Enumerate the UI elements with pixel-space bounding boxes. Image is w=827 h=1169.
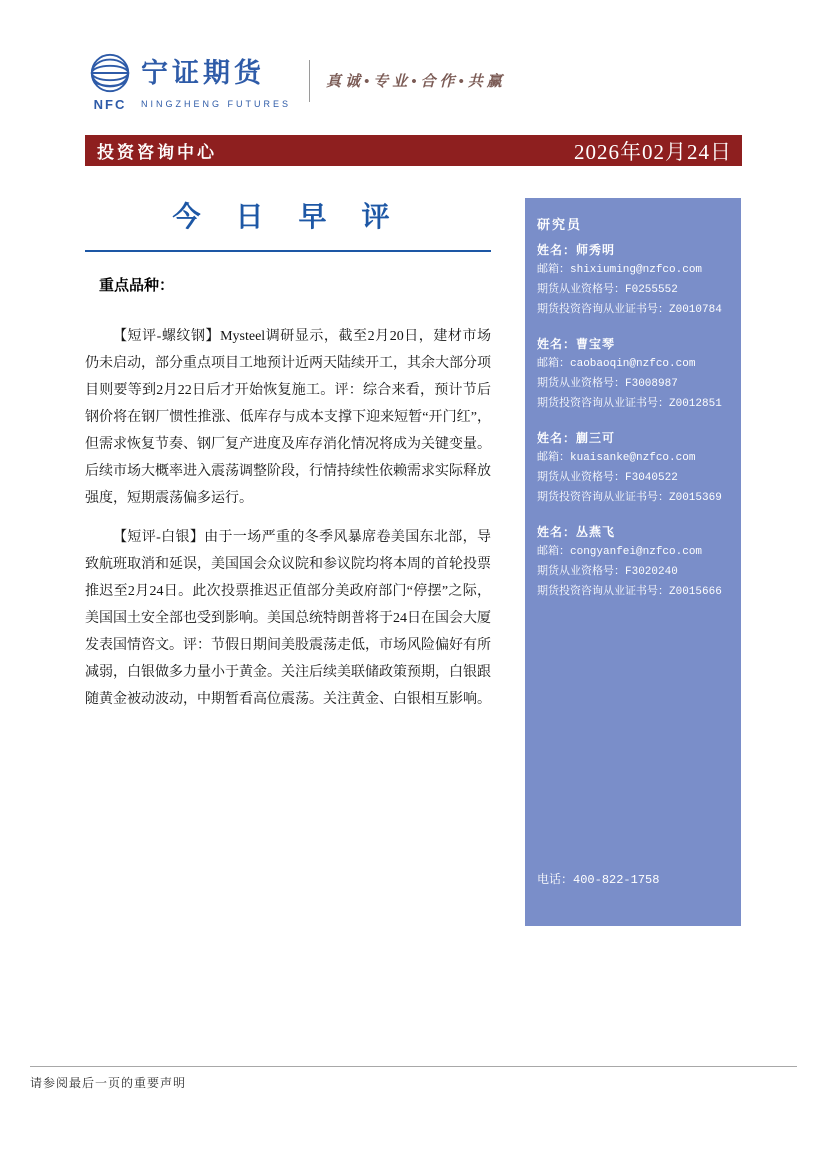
phone-number: 400-822-1758 bbox=[573, 873, 660, 887]
researcher-card bbox=[537, 241, 731, 320]
footer-divider bbox=[30, 1066, 797, 1067]
researcher-email-line bbox=[537, 354, 731, 374]
sidebar-heading: 研究员 bbox=[537, 217, 583, 232]
researcher-card bbox=[537, 429, 731, 508]
brand-slogan: 真诚•专业•合作•共赢 bbox=[326, 74, 506, 90]
name-label: 姓名： bbox=[537, 431, 577, 445]
researcher-cert: Z0010784 bbox=[669, 304, 722, 316]
license-label: 期货从业资格号： bbox=[537, 565, 625, 577]
name-label: 姓名： bbox=[537, 243, 577, 257]
researcher-email-line bbox=[537, 542, 731, 562]
cert-label: 期货投资咨询从业证书号： bbox=[537, 585, 669, 597]
researcher-cert-line bbox=[537, 582, 731, 602]
commentary-paragraph-silver: 【短评-白银】由于一场严重的冬季风暴席卷美国东北部，导致航班取消和延误，美国国会众议院和参议院均将本周的首轮投票推迟至2月24日。此次投票推迟正值部分美政府部门“停摆”之际，美国国土安全部也受到影响。美国总统特朗普将于24日在国会大厦发表国情咨文。评：节假日期间美股震荡走低，市场风险偏好有所减弱，白银做多力量小于黄金。关注后续美联储政策预期，白银跟随黄金被动波动，中期暂看高位震荡。关注黄金、白银相互影响。 bbox=[85, 530, 491, 707]
brand-name: 宁证期货 bbox=[141, 57, 265, 88]
researchers-sidebar bbox=[525, 198, 741, 926]
researcher-email: shixiuming@nzfco.com bbox=[570, 264, 703, 276]
department-name: 投资咨询中心 bbox=[97, 143, 217, 162]
researcher-card bbox=[537, 523, 731, 602]
email-label: 邮箱： bbox=[537, 451, 570, 463]
researcher-license: F3020240 bbox=[625, 566, 678, 578]
researcher-license: F0255552 bbox=[625, 284, 678, 296]
researcher-name: 丛燕飞 bbox=[576, 525, 616, 539]
researcher-name-line bbox=[537, 241, 731, 260]
main-content bbox=[85, 196, 491, 713]
license-label: 期货从业资格号： bbox=[537, 471, 625, 483]
email-label: 邮箱： bbox=[537, 263, 570, 275]
researcher-card bbox=[537, 335, 731, 414]
report-date: 2026年02月24日 bbox=[574, 139, 732, 164]
brand-header bbox=[85, 50, 506, 111]
researcher-license-line bbox=[537, 468, 731, 488]
researcher-license-line bbox=[537, 374, 731, 394]
researcher-cert-line bbox=[537, 300, 731, 320]
globe-icon bbox=[87, 50, 133, 96]
phone-label: 电话： bbox=[537, 872, 574, 886]
researcher-name-line bbox=[537, 429, 731, 448]
researcher-cert-line bbox=[537, 488, 731, 508]
name-label: 姓名： bbox=[537, 525, 577, 539]
researcher-email-line bbox=[537, 448, 731, 468]
researcher-email-line bbox=[537, 260, 731, 280]
department-bar bbox=[85, 135, 742, 166]
license-label: 期货从业资格号： bbox=[537, 283, 625, 295]
email-label: 邮箱： bbox=[537, 545, 570, 557]
researcher-cert: Z0012851 bbox=[669, 398, 722, 410]
researcher-email: caobaoqin@nzfco.com bbox=[570, 358, 696, 370]
company-logo bbox=[85, 50, 291, 111]
researcher-license: F3008987 bbox=[625, 378, 678, 390]
section-label: 重点品种： bbox=[99, 278, 175, 294]
cert-label: 期货投资咨询从业证书号： bbox=[537, 303, 669, 315]
license-label: 期货从业资格号： bbox=[537, 377, 625, 389]
researcher-name: 蒯三可 bbox=[576, 431, 616, 445]
brand-abbr: NFC bbox=[93, 97, 127, 112]
phone-line bbox=[537, 870, 659, 887]
title-underline bbox=[85, 250, 491, 252]
email-label: 邮箱： bbox=[537, 357, 570, 369]
researcher-name: 师秀明 bbox=[576, 243, 616, 257]
researcher-cert: Z0015666 bbox=[669, 586, 722, 598]
commentary-paragraph-rebar: 【短评-螺纹钢】Mysteel调研显示，截至2月20日，建材市场仍未启动，部分重点项目工地预计近两天陆续开工，其余大部分项目则要等到2月22日后才开始恢复施工。评：综合来看，预计节后钢价将在钢厂惯性推涨、低库存与成本支撑下迎来短暂“开门红”，但需求恢复节奏、钢厂复产进度及库存消化情况将成为关键变量。后续市场大概率进入震荡调整阶段，行情持续性依赖需求实际释放强度，短期震荡偏多运行。 bbox=[85, 329, 491, 506]
researcher-name-line bbox=[537, 335, 731, 354]
researcher-cert-line bbox=[537, 394, 731, 414]
logo-divider bbox=[309, 60, 310, 102]
researcher-name-line bbox=[537, 523, 731, 542]
brand-subtitle: NINGZHENG FUTURES bbox=[141, 99, 291, 109]
researcher-license-line bbox=[537, 562, 731, 582]
researcher-name: 曹宝琴 bbox=[576, 337, 616, 351]
researcher-license-line bbox=[537, 280, 731, 300]
researcher-email: kuaisanke@nzfco.com bbox=[570, 452, 696, 464]
researcher-license: F3040522 bbox=[625, 472, 678, 484]
researcher-email: congyanfei@nzfco.com bbox=[570, 546, 703, 558]
name-label: 姓名： bbox=[537, 337, 577, 351]
page-title: 今 日 早 评 bbox=[172, 202, 404, 233]
cert-label: 期货投资咨询从业证书号： bbox=[537, 397, 669, 409]
footer-disclaimer: 请参阅最后一页的重要声明 bbox=[30, 1076, 187, 1090]
cert-label: 期货投资咨询从业证书号： bbox=[537, 491, 669, 503]
researcher-cert: Z0015369 bbox=[669, 492, 722, 504]
